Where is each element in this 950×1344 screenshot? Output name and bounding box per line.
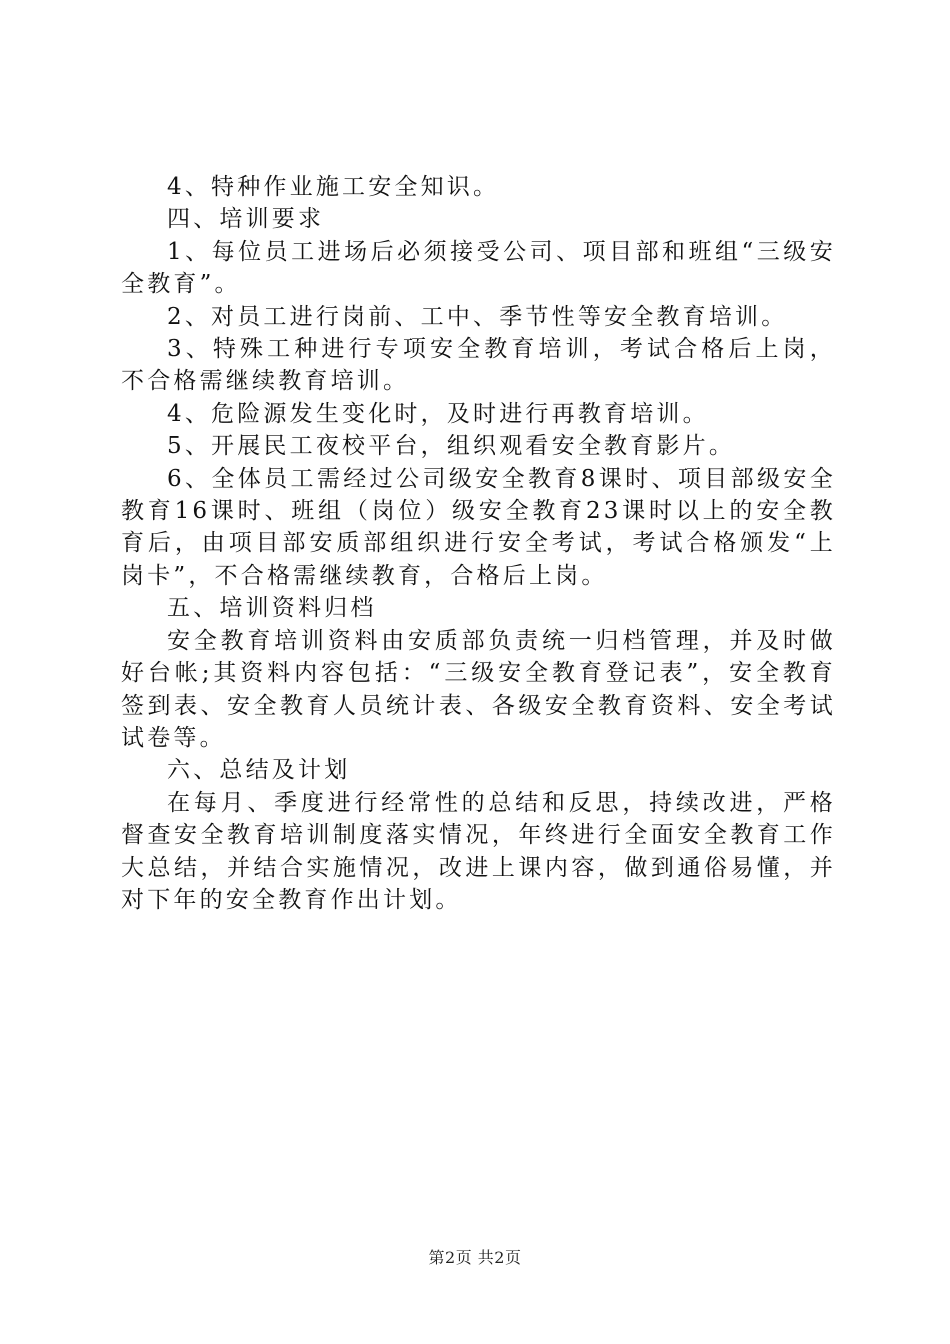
list-item-three-level-education: 1、每位员工进场后必须接受公司、项目部和班组“三级安全教育”。 (121, 238, 836, 298)
list-item-night-school: 5、开展民工夜校平台，组织观看安全教育影片。 (167, 433, 736, 460)
list-item-seasonal-training: 2、对员工进行岗前、工中、季节性等安全教育培训。 (167, 303, 788, 330)
paragraph-summary-plan: 在每月、季度进行经常性的总结和反思，持续改进，严格督查安全教育培训制度落实情况，年终进行全面安全教育工作大总结，并结合实施情况，改进上课内容，做到通俗易懂，并对下年的安全教育作出计划。 (121, 789, 836, 913)
section-heading-training-requirements: 四、培训要求 (167, 206, 325, 233)
list-item-special-trades: 3、特殊工种进行专项安全教育培训，考试合格后上岗，不合格需继续教育培训。 (121, 336, 836, 395)
section-heading-summary-plan: 六、总结及计划 (167, 757, 351, 784)
list-item-class-hours: 6、全体员工需经过公司级安全教育8课时、项目部级安全教育16课时、班组（岗位）级安全教育23课时以上的安全教育后，由项目部安质部组织进行安全考试，考试合格颁发“上岗卡”，不合格需继续教育，合格后上岗。 (121, 465, 836, 589)
section-heading-archiving: 五、培训资料归档 (167, 595, 377, 622)
paragraph-archiving: 安全教育培训资料由安质部负责统一归档管理，并及时做好台帐;其资料内容包括：“三级安全教育登记表”，安全教育签到表、安全教育人员统计表、各级安全教育资料、安全考试试卷等。 (121, 627, 836, 751)
list-item-hazard-change: 4、危险源发生变化时，及时进行再教育培训。 (167, 400, 709, 427)
document-body (121, 171, 836, 916)
list-item-special-operations: 4、特种作业施工安全知识。 (167, 174, 500, 200)
page-footer: 第2页 共2页 (428, 1248, 522, 1267)
